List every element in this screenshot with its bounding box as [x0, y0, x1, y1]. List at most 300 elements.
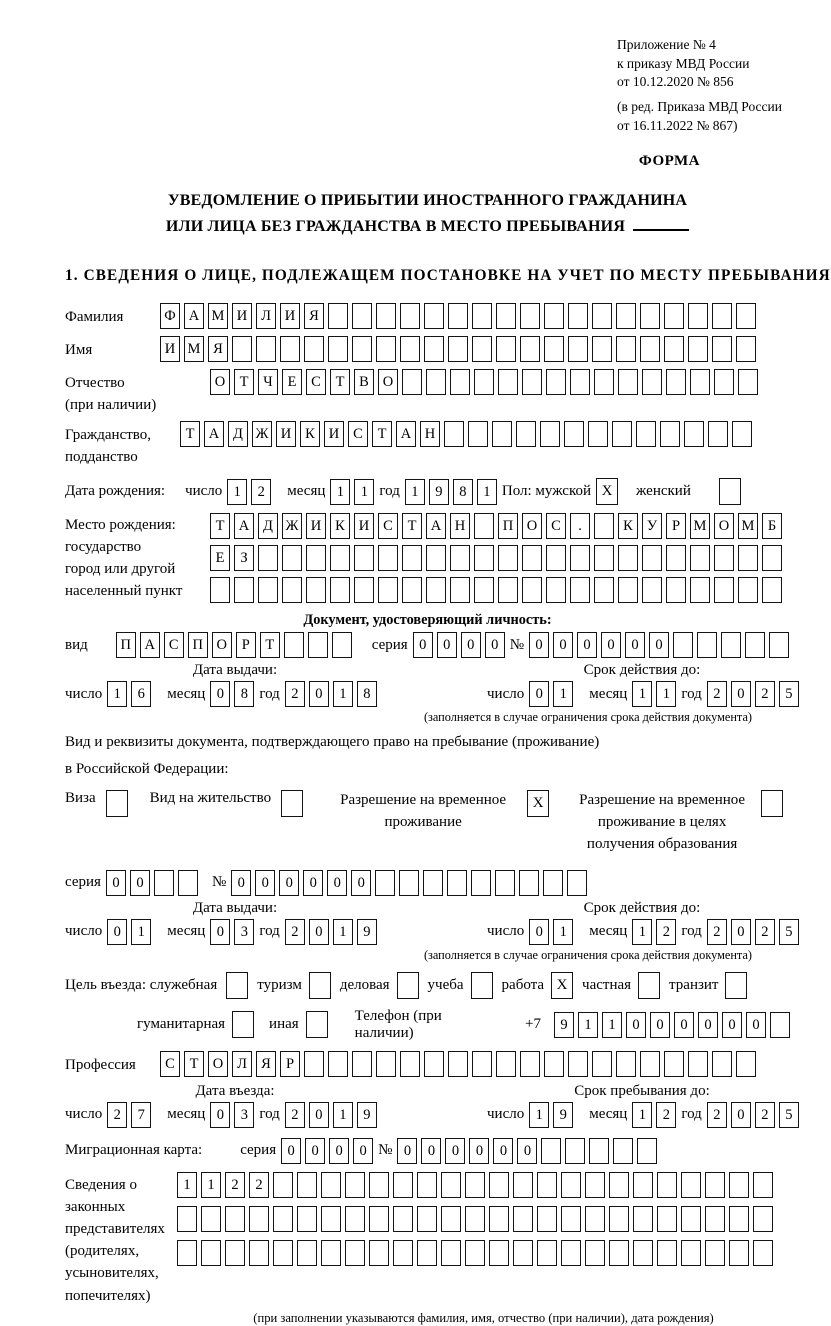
char-cell[interactable]	[308, 632, 328, 658]
char-cell[interactable]: Т	[372, 421, 392, 447]
char-cell[interactable]	[489, 1240, 509, 1266]
char-cell[interactable]: И	[324, 421, 344, 447]
char-cell[interactable]: 0	[731, 919, 751, 945]
char-cell[interactable]	[154, 870, 174, 896]
char-cell[interactable]: 0	[649, 632, 669, 658]
char-cell[interactable]: А	[184, 303, 204, 329]
char-cell[interactable]	[328, 1051, 348, 1077]
char-cell[interactable]	[544, 303, 564, 329]
char-cell[interactable]: М	[738, 513, 758, 539]
char-cell[interactable]	[688, 336, 708, 362]
char-cell[interactable]	[520, 303, 540, 329]
char-cell[interactable]	[618, 369, 638, 395]
char-cell[interactable]	[201, 1206, 221, 1232]
char-cell[interactable]	[282, 577, 302, 603]
purpose-official-checkbox[interactable]	[226, 972, 248, 999]
char-cell[interactable]	[568, 1051, 588, 1077]
char-cell[interactable]: 1	[333, 681, 353, 707]
char-cell[interactable]	[522, 369, 542, 395]
char-cell[interactable]	[417, 1172, 437, 1198]
char-cell[interactable]	[400, 336, 420, 362]
char-cell[interactable]: 0	[210, 681, 230, 707]
char-cell[interactable]	[424, 1051, 444, 1077]
char-cell[interactable]: 1	[227, 479, 247, 505]
char-cell[interactable]: 1	[602, 1012, 622, 1038]
char-cell[interactable]	[297, 1172, 317, 1198]
char-cell[interactable]: Е	[282, 369, 302, 395]
char-cell[interactable]	[489, 1172, 509, 1198]
char-cell[interactable]: К	[618, 513, 638, 539]
char-cell[interactable]	[249, 1206, 269, 1232]
char-cell[interactable]	[540, 421, 560, 447]
char-cell[interactable]	[376, 336, 396, 362]
char-cell[interactable]: 0	[517, 1138, 537, 1164]
char-cell[interactable]: Е	[210, 545, 230, 571]
char-cell[interactable]: С	[160, 1051, 180, 1077]
char-cell[interactable]	[633, 1206, 653, 1232]
char-cell[interactable]	[177, 1206, 197, 1232]
char-cell[interactable]	[640, 336, 660, 362]
char-cell[interactable]: 5	[779, 1102, 799, 1128]
char-cell[interactable]	[376, 303, 396, 329]
char-cell[interactable]: Б	[762, 513, 782, 539]
char-cell[interactable]	[570, 577, 590, 603]
residence-permit-checkbox[interactable]	[281, 790, 303, 817]
char-cell[interactable]: А	[204, 421, 224, 447]
char-cell[interactable]: Л	[232, 1051, 252, 1077]
char-cell[interactable]: 0	[493, 1138, 513, 1164]
char-cell[interactable]	[304, 1051, 324, 1077]
char-cell[interactable]	[729, 1172, 749, 1198]
char-cell[interactable]	[708, 421, 728, 447]
char-cell[interactable]: 9	[429, 479, 449, 505]
char-cell[interactable]	[613, 1138, 633, 1164]
char-cell[interactable]: 2	[707, 1102, 727, 1128]
char-cell[interactable]	[472, 336, 492, 362]
char-cell[interactable]	[280, 336, 300, 362]
char-cell[interactable]: 0	[746, 1012, 766, 1038]
char-cell[interactable]: 0	[303, 870, 323, 896]
char-cell[interactable]	[592, 303, 612, 329]
char-cell[interactable]: Р	[666, 513, 686, 539]
char-cell[interactable]: А	[426, 513, 446, 539]
char-cell[interactable]	[400, 1051, 420, 1077]
char-cell[interactable]	[399, 870, 419, 896]
char-cell[interactable]	[633, 1172, 653, 1198]
char-cell[interactable]: 8	[357, 681, 377, 707]
char-cell[interactable]	[376, 1051, 396, 1077]
char-cell[interactable]: 7	[131, 1102, 151, 1128]
char-cell[interactable]: 0	[421, 1138, 441, 1164]
purpose-work-checkbox[interactable]: X	[551, 972, 573, 999]
char-cell[interactable]	[297, 1206, 317, 1232]
char-cell[interactable]: 0	[309, 681, 329, 707]
char-cell[interactable]: 0	[279, 870, 299, 896]
char-cell[interactable]: 0	[231, 870, 251, 896]
char-cell[interactable]	[520, 336, 540, 362]
char-cell[interactable]	[753, 1240, 773, 1266]
char-cell[interactable]: У	[642, 513, 662, 539]
char-cell[interactable]: Н	[420, 421, 440, 447]
char-cell[interactable]	[612, 421, 632, 447]
char-cell[interactable]: 0	[309, 919, 329, 945]
char-cell[interactable]: 1	[632, 919, 652, 945]
purpose-study-checkbox[interactable]	[471, 972, 493, 999]
char-cell[interactable]	[594, 545, 614, 571]
char-cell[interactable]: 2	[251, 479, 271, 505]
char-cell[interactable]	[345, 1206, 365, 1232]
char-cell[interactable]	[354, 577, 374, 603]
purpose-other-checkbox[interactable]	[306, 1011, 328, 1038]
char-cell[interactable]	[465, 1206, 485, 1232]
char-cell[interactable]	[522, 545, 542, 571]
char-cell[interactable]	[769, 632, 789, 658]
char-cell[interactable]	[753, 1206, 773, 1232]
char-cell[interactable]	[664, 1051, 684, 1077]
char-cell[interactable]	[616, 1051, 636, 1077]
char-cell[interactable]	[592, 1051, 612, 1077]
char-cell[interactable]: 6	[131, 681, 151, 707]
char-cell[interactable]: 1	[107, 681, 127, 707]
char-cell[interactable]	[465, 1172, 485, 1198]
char-cell[interactable]	[633, 1240, 653, 1266]
char-cell[interactable]	[258, 545, 278, 571]
char-cell[interactable]	[642, 577, 662, 603]
char-cell[interactable]	[690, 545, 710, 571]
char-cell[interactable]	[642, 545, 662, 571]
char-cell[interactable]	[426, 577, 446, 603]
char-cell[interactable]	[513, 1172, 533, 1198]
char-cell[interactable]	[564, 421, 584, 447]
char-cell[interactable]: 1	[333, 1102, 353, 1128]
char-cell[interactable]: 9	[553, 1102, 573, 1128]
char-cell[interactable]	[714, 577, 734, 603]
char-cell[interactable]: 0	[329, 1138, 349, 1164]
char-cell[interactable]: О	[210, 369, 230, 395]
char-cell[interactable]	[519, 870, 539, 896]
char-cell[interactable]: М	[184, 336, 204, 362]
char-cell[interactable]: Т	[234, 369, 254, 395]
char-cell[interactable]: 1	[656, 681, 676, 707]
char-cell[interactable]	[282, 545, 302, 571]
char-cell[interactable]	[441, 1240, 461, 1266]
char-cell[interactable]: 0	[698, 1012, 718, 1038]
char-cell[interactable]: И	[232, 303, 252, 329]
char-cell[interactable]: 0	[650, 1012, 670, 1038]
char-cell[interactable]	[618, 577, 638, 603]
char-cell[interactable]	[657, 1172, 677, 1198]
char-cell[interactable]	[328, 303, 348, 329]
char-cell[interactable]	[256, 336, 276, 362]
char-cell[interactable]	[736, 303, 756, 329]
char-cell[interactable]	[537, 1206, 557, 1232]
char-cell[interactable]	[594, 369, 614, 395]
char-cell[interactable]	[712, 303, 732, 329]
char-cell[interactable]	[444, 421, 464, 447]
char-cell[interactable]: О	[378, 369, 398, 395]
char-cell[interactable]: 2	[285, 1102, 305, 1128]
char-cell[interactable]	[714, 545, 734, 571]
char-cell[interactable]	[681, 1240, 701, 1266]
char-cell[interactable]	[424, 336, 444, 362]
char-cell[interactable]	[697, 632, 717, 658]
char-cell[interactable]: 5	[779, 681, 799, 707]
char-cell[interactable]: К	[300, 421, 320, 447]
char-cell[interactable]: 0	[529, 681, 549, 707]
char-cell[interactable]	[588, 421, 608, 447]
char-cell[interactable]	[258, 577, 278, 603]
char-cell[interactable]	[417, 1240, 437, 1266]
char-cell[interactable]	[450, 369, 470, 395]
char-cell[interactable]	[321, 1206, 341, 1232]
char-cell[interactable]: С	[378, 513, 398, 539]
char-cell[interactable]: 0	[413, 632, 433, 658]
char-cell[interactable]: Ж	[282, 513, 302, 539]
char-cell[interactable]	[570, 545, 590, 571]
char-cell[interactable]	[738, 369, 758, 395]
char-cell[interactable]: Ч	[258, 369, 278, 395]
char-cell[interactable]	[594, 577, 614, 603]
char-cell[interactable]: 1	[177, 1172, 197, 1198]
char-cell[interactable]: 8	[453, 479, 473, 505]
char-cell[interactable]: 1	[477, 479, 497, 505]
char-cell[interactable]: Д	[258, 513, 278, 539]
char-cell[interactable]: 9	[554, 1012, 574, 1038]
char-cell[interactable]: Т	[184, 1051, 204, 1077]
char-cell[interactable]	[210, 577, 230, 603]
char-cell[interactable]: 2	[656, 919, 676, 945]
char-cell[interactable]	[273, 1240, 293, 1266]
char-cell[interactable]	[589, 1138, 609, 1164]
char-cell[interactable]: 0	[626, 1012, 646, 1038]
char-cell[interactable]	[609, 1240, 629, 1266]
char-cell[interactable]	[306, 545, 326, 571]
char-cell[interactable]	[660, 421, 680, 447]
char-cell[interactable]: 2	[225, 1172, 245, 1198]
char-cell[interactable]	[609, 1172, 629, 1198]
char-cell[interactable]	[225, 1206, 245, 1232]
char-cell[interactable]	[688, 1051, 708, 1077]
char-cell[interactable]: 5	[779, 919, 799, 945]
char-cell[interactable]: 0	[309, 1102, 329, 1128]
char-cell[interactable]	[537, 1172, 557, 1198]
char-cell[interactable]: Ж	[252, 421, 272, 447]
char-cell[interactable]	[729, 1206, 749, 1232]
char-cell[interactable]	[561, 1172, 581, 1198]
char-cell[interactable]	[352, 336, 372, 362]
char-cell[interactable]: П	[188, 632, 208, 658]
char-cell[interactable]	[642, 369, 662, 395]
char-cell[interactable]: Я	[256, 1051, 276, 1077]
char-cell[interactable]	[273, 1172, 293, 1198]
char-cell[interactable]: О	[522, 513, 542, 539]
char-cell[interactable]	[332, 632, 352, 658]
temp-residence-checkbox[interactable]: X	[527, 790, 549, 817]
char-cell[interactable]: 8	[234, 681, 254, 707]
char-cell[interactable]	[712, 1051, 732, 1077]
char-cell[interactable]: П	[116, 632, 136, 658]
char-cell[interactable]	[472, 1051, 492, 1077]
char-cell[interactable]	[448, 1051, 468, 1077]
char-cell[interactable]: 0	[553, 632, 573, 658]
char-cell[interactable]	[354, 545, 374, 571]
char-cell[interactable]	[666, 369, 686, 395]
char-cell[interactable]	[495, 870, 515, 896]
char-cell[interactable]: 1	[131, 919, 151, 945]
char-cell[interactable]	[378, 545, 398, 571]
char-cell[interactable]: 2	[755, 681, 775, 707]
char-cell[interactable]	[448, 336, 468, 362]
char-cell[interactable]	[640, 303, 660, 329]
char-cell[interactable]: 1	[330, 479, 350, 505]
char-cell[interactable]: 2	[755, 1102, 775, 1128]
char-cell[interactable]: 0	[485, 632, 505, 658]
char-cell[interactable]	[369, 1172, 389, 1198]
char-cell[interactable]	[714, 369, 734, 395]
char-cell[interactable]	[402, 577, 422, 603]
char-cell[interactable]: Д	[228, 421, 248, 447]
char-cell[interactable]	[637, 1138, 657, 1164]
char-cell[interactable]: 0	[107, 919, 127, 945]
char-cell[interactable]: 2	[249, 1172, 269, 1198]
char-cell[interactable]: 0	[106, 870, 126, 896]
char-cell[interactable]	[447, 870, 467, 896]
char-cell[interactable]: 0	[397, 1138, 417, 1164]
char-cell[interactable]	[666, 545, 686, 571]
char-cell[interactable]	[657, 1240, 677, 1266]
char-cell[interactable]: 2	[755, 919, 775, 945]
char-cell[interactable]	[474, 369, 494, 395]
visa-checkbox[interactable]	[106, 790, 128, 817]
char-cell[interactable]	[537, 1240, 557, 1266]
char-cell[interactable]: Н	[450, 513, 470, 539]
char-cell[interactable]	[352, 1051, 372, 1077]
temp-residence-edu-checkbox[interactable]	[761, 790, 783, 817]
char-cell[interactable]	[474, 513, 494, 539]
char-cell[interactable]: 1	[553, 681, 573, 707]
char-cell[interactable]	[762, 577, 782, 603]
char-cell[interactable]	[232, 336, 252, 362]
char-cell[interactable]: 1	[529, 1102, 549, 1128]
char-cell[interactable]: .	[570, 513, 590, 539]
char-cell[interactable]: Р	[280, 1051, 300, 1077]
char-cell[interactable]	[762, 545, 782, 571]
char-cell[interactable]	[561, 1206, 581, 1232]
char-cell[interactable]	[177, 1240, 197, 1266]
char-cell[interactable]: 0	[281, 1138, 301, 1164]
char-cell[interactable]	[393, 1206, 413, 1232]
char-cell[interactable]	[426, 545, 446, 571]
char-cell[interactable]	[330, 545, 350, 571]
char-cell[interactable]	[681, 1172, 701, 1198]
char-cell[interactable]: Я	[208, 336, 228, 362]
char-cell[interactable]	[681, 1206, 701, 1232]
char-cell[interactable]: 1	[578, 1012, 598, 1038]
char-cell[interactable]: 0	[529, 919, 549, 945]
char-cell[interactable]: Я	[304, 303, 324, 329]
char-cell[interactable]	[594, 513, 614, 539]
char-cell[interactable]: Т	[330, 369, 350, 395]
char-cell[interactable]	[567, 870, 587, 896]
purpose-private-checkbox[interactable]	[638, 972, 660, 999]
char-cell[interactable]: 0	[674, 1012, 694, 1038]
char-cell[interactable]	[568, 303, 588, 329]
char-cell[interactable]	[738, 577, 758, 603]
char-cell[interactable]	[304, 336, 324, 362]
char-cell[interactable]	[585, 1240, 605, 1266]
char-cell[interactable]	[393, 1240, 413, 1266]
char-cell[interactable]	[400, 303, 420, 329]
char-cell[interactable]	[712, 336, 732, 362]
char-cell[interactable]: Т	[210, 513, 230, 539]
char-cell[interactable]: Ф	[160, 303, 180, 329]
char-cell[interactable]	[705, 1240, 725, 1266]
char-cell[interactable]	[705, 1172, 725, 1198]
char-cell[interactable]	[544, 1051, 564, 1077]
char-cell[interactable]: К	[330, 513, 350, 539]
char-cell[interactable]	[369, 1240, 389, 1266]
char-cell[interactable]	[585, 1172, 605, 1198]
char-cell[interactable]: 3	[234, 919, 254, 945]
char-cell[interactable]	[345, 1240, 365, 1266]
char-cell[interactable]	[441, 1206, 461, 1232]
char-cell[interactable]: 9	[357, 919, 377, 945]
char-cell[interactable]: 0	[529, 632, 549, 658]
char-cell[interactable]	[424, 303, 444, 329]
char-cell[interactable]	[570, 369, 590, 395]
char-cell[interactable]	[378, 577, 398, 603]
char-cell[interactable]: 2	[707, 919, 727, 945]
char-cell[interactable]	[178, 870, 198, 896]
char-cell[interactable]: Р	[236, 632, 256, 658]
char-cell[interactable]	[375, 870, 395, 896]
char-cell[interactable]	[664, 336, 684, 362]
char-cell[interactable]	[585, 1206, 605, 1232]
char-cell[interactable]: 0	[469, 1138, 489, 1164]
char-cell[interactable]	[448, 303, 468, 329]
char-cell[interactable]	[745, 632, 765, 658]
char-cell[interactable]: 0	[731, 1102, 751, 1128]
char-cell[interactable]	[496, 1051, 516, 1077]
char-cell[interactable]	[513, 1240, 533, 1266]
char-cell[interactable]	[636, 421, 656, 447]
char-cell[interactable]: 0	[130, 870, 150, 896]
char-cell[interactable]	[616, 303, 636, 329]
char-cell[interactable]: 0	[461, 632, 481, 658]
char-cell[interactable]	[423, 870, 443, 896]
char-cell[interactable]: И	[160, 336, 180, 362]
char-cell[interactable]: 2	[107, 1102, 127, 1128]
char-cell[interactable]	[352, 303, 372, 329]
char-cell[interactable]: 0	[351, 870, 371, 896]
sex-female-checkbox[interactable]	[719, 478, 741, 505]
char-cell[interactable]	[736, 336, 756, 362]
char-cell[interactable]	[474, 577, 494, 603]
char-cell[interactable]	[565, 1138, 585, 1164]
purpose-tourism-checkbox[interactable]	[309, 972, 331, 999]
char-cell[interactable]	[345, 1172, 365, 1198]
char-cell[interactable]	[284, 632, 304, 658]
char-cell[interactable]	[592, 336, 612, 362]
char-cell[interactable]: 2	[285, 681, 305, 707]
char-cell[interactable]	[492, 421, 512, 447]
char-cell[interactable]: Т	[402, 513, 422, 539]
char-cell[interactable]	[328, 336, 348, 362]
char-cell[interactable]: 1	[201, 1172, 221, 1198]
char-cell[interactable]	[498, 369, 518, 395]
char-cell[interactable]: В	[354, 369, 374, 395]
char-cell[interactable]	[640, 1051, 660, 1077]
